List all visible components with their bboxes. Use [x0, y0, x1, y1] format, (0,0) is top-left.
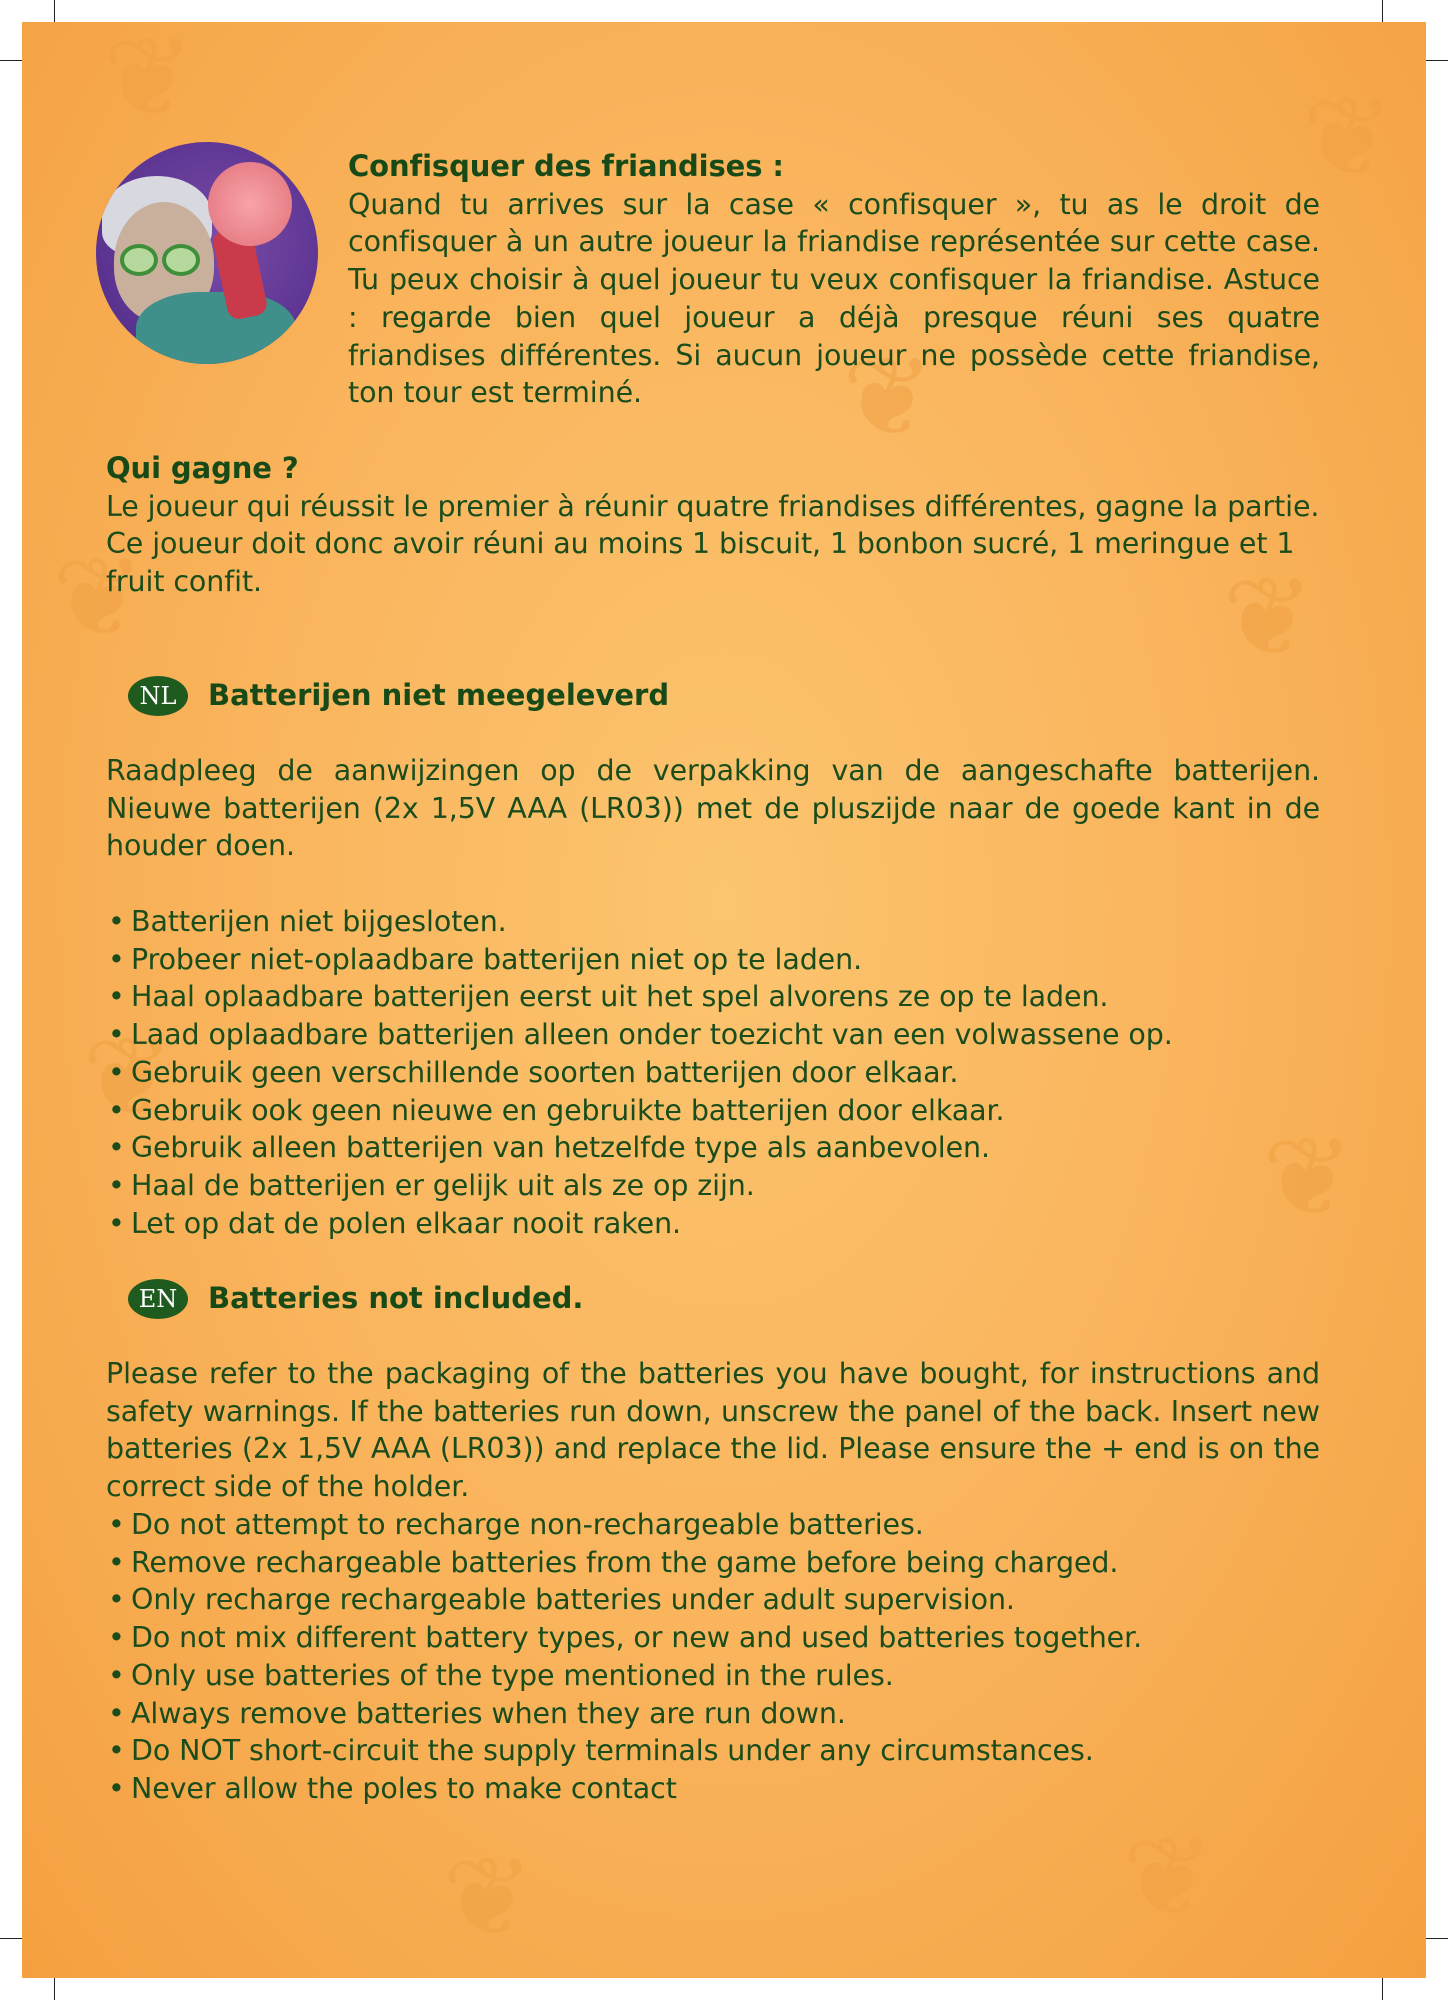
list-item: • Gebruik ook geen nieuwe en gebruikte batterijen door elkaar.: [106, 1092, 1320, 1130]
nl-title: Batterijen niet meegeleverd: [208, 678, 670, 712]
list-item: • Do not mix different battery types, or new and used batteries together.: [106, 1619, 1320, 1657]
nl-intro: Raadpleeg de aanwijzingen op de verpakking van de aangeschafte batterijen. Nieuwe batterijen (2x 1,5V AAA (LR03)) met de pluszijde naar de goede kant in de houder doen.: [106, 754, 1320, 863]
leaf-decoration-icon: ❦: [52, 533, 145, 661]
list-item: • Batterijen niet bijgesloten.: [106, 903, 1320, 941]
leaf-decoration-icon: ❦: [842, 333, 935, 461]
leaf-decoration-icon: ❦: [102, 22, 195, 141]
confisquer-section: [348, 148, 1320, 412]
meringue-sweet: [208, 162, 292, 246]
list-item: • Laad oplaadbare batterijen alleen onder toezicht van een volwassene op.: [106, 1016, 1320, 1054]
list-item: • Remove rechargeable batteries from the game before being charged.: [106, 1544, 1320, 1582]
leaf-decoration-icon: ❦: [1262, 1113, 1355, 1241]
leaf-decoration-icon: ❦: [442, 1833, 535, 1961]
list-item: • Gebruik geen verschillende soorten batterijen door elkaar.: [106, 1054, 1320, 1092]
glasses-left: [120, 244, 158, 276]
language-badge-nl: NL: [128, 676, 188, 716]
confisquer-title: Confisquer des friandises :: [348, 149, 784, 183]
list-item: • Only recharge rechargeable batteries under adult supervision.: [106, 1581, 1320, 1619]
leaf-decoration-icon: ❦: [1302, 73, 1395, 201]
witch-portrait-image: [96, 142, 318, 364]
list-item: • Let op dat de polen elkaar nooit raken.: [106, 1205, 1320, 1243]
list-item: • Haal de batterijen er gelijk uit als ze op zijn.: [106, 1167, 1320, 1205]
witch-shawl: [136, 292, 296, 364]
qui-gagne-body: Le joueur qui réussit le premier à réunir quatre friandises différentes, gagne la partie. Ce joueur doit donc avoir réuni au moins 1 biscuit, 1 bonbon sucré, 1 meringue et 1 fruit confit.: [106, 489, 1320, 599]
glasses-right: [162, 244, 200, 276]
en-bullet-list: [106, 1506, 1320, 1808]
list-item: • Always remove batteries when they are run down.: [106, 1695, 1320, 1733]
list-item: • Never allow the poles to make contact: [106, 1770, 1320, 1808]
language-badge-en: EN: [128, 1279, 188, 1319]
leaf-decoration-icon: ❦: [1122, 1813, 1215, 1941]
list-item: • Gebruik alleen batterijen van hetzelfde type als aanbevolen.: [106, 1129, 1320, 1167]
nl-bullet-list: [106, 903, 1320, 1242]
list-item: • Do NOT short-circuit the supply terminals under any circumstances.: [106, 1732, 1320, 1770]
list-item: • Haal oplaadbare batterijen eerst uit het spel alvorens ze op te laden.: [106, 978, 1320, 1016]
en-title: Batteries not included.: [208, 1281, 584, 1315]
leaf-decoration-icon: ❦: [1222, 553, 1315, 681]
leaf-decoration-icon: ❦: [82, 1013, 175, 1141]
list-item: • Only use batteries of the type mentioned in the rules.: [106, 1657, 1320, 1695]
list-item: • Probeer niet-oplaadbare batterijen niet op te laden.: [106, 941, 1320, 979]
qui-gagne-title: Qui gagne ?: [106, 451, 299, 485]
confisquer-body: Quand tu arrives sur la case « confisquer », tu as le droit de confisquer à un autre joueur la friandise représentée sur cette case. Tu peux choisir à quel joueur tu veux confisquer la friandise. Astuce : regarde bien quel joueur a déjà presque réuni ses quatre friandises différentes. Si aucun joueur ne possède cette friandise, ton tour est terminé.: [348, 187, 1320, 410]
list-item: • Do not attempt to recharge non-rechargeable batteries.: [106, 1506, 1320, 1544]
en-intro: Please refer to the packaging of the batteries you have bought, for instructions and safety warnings. If the batteries run down, unscrew the panel of the back. Insert new batteries (2x 1,5V AAA (LR03)) and replace the lid. Please ensure the + end is on the correct side of the holder.: [106, 1357, 1320, 1504]
qui-gagne-section: [106, 450, 1320, 601]
